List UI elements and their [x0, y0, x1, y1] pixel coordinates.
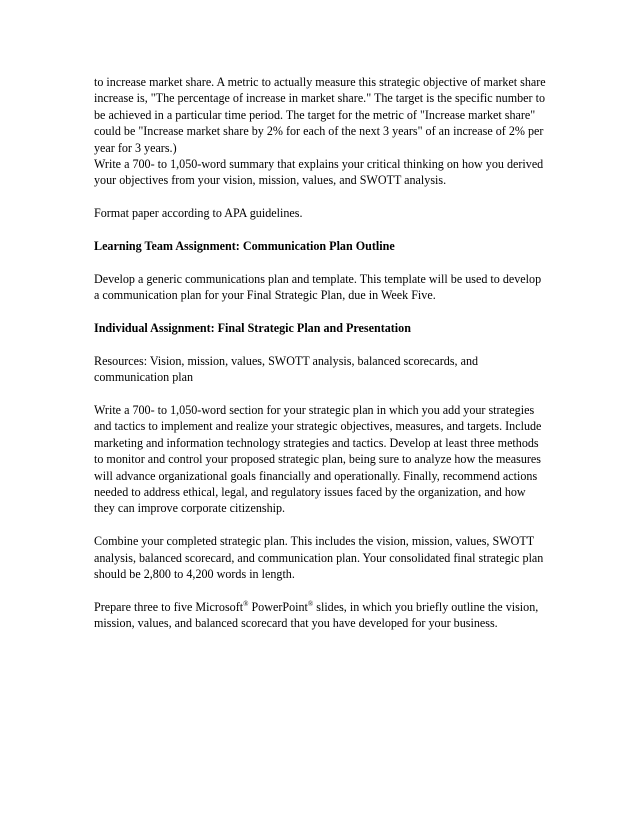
slides-text-part1: Prepare three to five Microsoft [94, 599, 244, 614]
registered-mark: ® [243, 599, 249, 608]
strategic-section-paragraph: Write a 700- to 1,050-word section for your strategic plan in which you add your strategies and tactics to implement and realize your strategic objectives, measures, and targets. Include marketing and information technology strategies and tactics. Develop at least three methods to monitor and control your proposed strategic plan, being sure to analyze how the measures will advance organizational goals financially and operationally. Finally, recommend actions needed to address ethical, legal, and regulatory issues faced by the organization, and how they can improve corporate citizenship. [94, 403, 542, 516]
slides-text-part2: PowerPoint [248, 599, 308, 614]
registered-mark: ® [307, 599, 314, 608]
individual-assignment-heading: Individual Assignment: Final Strategic Plan and Presentation [94, 321, 411, 336]
intro-paragraph: to increase market share. A metric to actually measure this strategic objective of market share increase is, "The percentage of increase in market share." The target is the specific number to be achieved in a particular time period. The target for the metric of "Increase market share" could be "Increase market share by 2% for each of the next 3 years" of an increase of 2% per year for 3 years.) [94, 75, 546, 155]
team-assignment-heading: Learning Team Assignment: Communication Plan Outline [94, 239, 395, 254]
format-instruction: Format paper according to APA guidelines. [94, 206, 303, 221]
summary-instruction: Write a 700- to 1,050-word summary that explains your critical thinking on how you derived your objectives from your vision, mission, values, and SWOTT analysis. [94, 157, 544, 188]
combine-plan-paragraph: Combine your completed strategic plan. This includes the vision, mission, values, SWOTT analysis, balanced scorecard, and communication plan. Your consolidated final strategic plan should be 2,800 to 4,200 words in length. [94, 534, 544, 582]
resources-paragraph: Resources: Vision, mission, values, SWOTT analysis, balanced scorecards, and communication plan [94, 353, 479, 385]
slides-paragraph [94, 599, 546, 632]
team-assignment-paragraph: Develop a generic communications plan and template. This template will be used to develop a communication plan for your Final Strategic Plan, due in Week Five. [94, 271, 542, 303]
slides-text-part3: slides, in which you briefly outline the vision, mission, values, and balanced scorecard that you have developed for your business. [94, 599, 539, 631]
document-body [94, 74, 546, 648]
